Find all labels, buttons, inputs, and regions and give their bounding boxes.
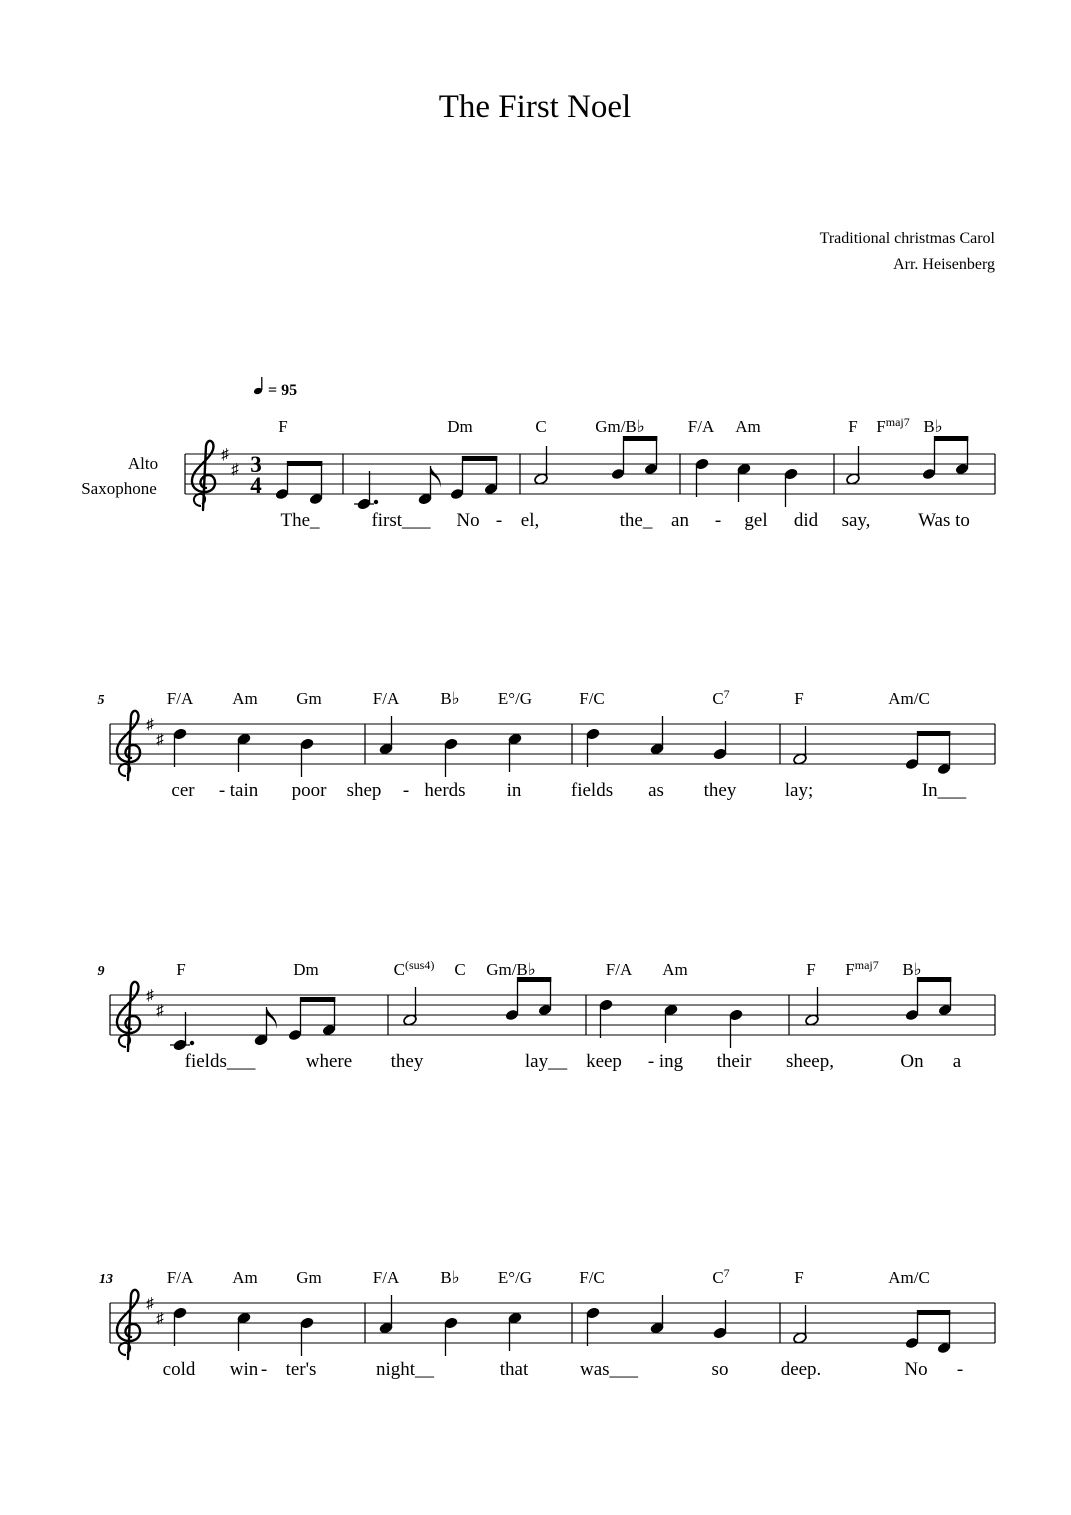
lyric-syllable: cold [162, 1359, 196, 1380]
lyric-syllable: - [714, 510, 722, 531]
sharp-icon: ♯ [221, 447, 229, 463]
lyric-syllable: they [703, 780, 737, 801]
lyric-syllable: they [390, 1051, 424, 1072]
lyric-syllable: so [711, 1359, 729, 1380]
chord-symbol: F [794, 689, 804, 708]
tempo-value: = 95 [268, 382, 298, 399]
eighth-flag [431, 466, 441, 488]
treble-clef-icon [117, 982, 140, 1051]
lyric-syllable: in [506, 780, 522, 801]
lyric-syllable: - [495, 510, 503, 531]
time-signature-top: 3 [250, 452, 262, 477]
lyric-syllable: lay__ [524, 1051, 568, 1072]
beam [462, 456, 497, 461]
chord-symbol: Am [232, 1268, 258, 1287]
chord-symbol: C [535, 417, 547, 436]
beam [917, 977, 951, 982]
lyric-syllable: the_ [619, 510, 653, 531]
lyric-syllable: ter's [285, 1359, 317, 1380]
chord-symbol: Gm [296, 689, 322, 708]
lyric-syllable: first___ [371, 510, 431, 531]
staff-system [98, 958, 996, 1072]
chord-symbol: F/C [579, 689, 605, 708]
lyric-syllable: Was to [918, 510, 970, 531]
chord-symbol: Am/C [888, 689, 930, 708]
lyric-syllable: - [956, 1359, 964, 1380]
chord-symbol: Dm [293, 960, 319, 979]
lyric-syllable: herds [424, 780, 466, 801]
lyric-syllable: tain [229, 780, 259, 801]
beam [287, 461, 322, 466]
beam [917, 1310, 950, 1315]
sharp-icon: ♯ [156, 1311, 164, 1327]
staff-system [185, 415, 995, 531]
lyric-syllable: as [648, 780, 664, 801]
tempo-marking [253, 377, 297, 399]
chord-symbol: F [806, 960, 816, 979]
lyric-syllable: ing [658, 1051, 684, 1072]
staff-system [99, 1266, 995, 1380]
sharp-icon: ♯ [146, 717, 154, 733]
lyric-syllable: a [952, 1051, 962, 1072]
chord-symbol: F/A [687, 417, 715, 436]
chord-symbol: B♭ [902, 960, 922, 979]
chord-symbol: F/A [372, 689, 400, 708]
beam [917, 731, 950, 736]
chord-symbol: F/A [166, 1268, 194, 1287]
chord-symbol: F/A [166, 689, 194, 708]
chord-symbol: F/A [605, 960, 633, 979]
chord-symbol: F [794, 1268, 804, 1287]
chord-symbol: B♭ [923, 417, 943, 436]
lyric-syllable: The_ [280, 510, 320, 531]
time-signature-bottom: 4 [250, 473, 262, 498]
lyric-syllable: cer [171, 780, 195, 801]
chord-symbol: $F^{maj7}$ [845, 958, 879, 979]
chord-symbol: B♭ [440, 1268, 460, 1287]
score-title: The First Noel [438, 89, 632, 125]
lyric-syllable: keep [586, 1051, 622, 1072]
lyric-syllable: deep. [780, 1359, 822, 1380]
lyric-syllable: that [499, 1359, 529, 1380]
lyric-syllable: fields___ [184, 1051, 256, 1072]
lyric-syllable: did [793, 510, 819, 531]
sharp-icon: ♯ [146, 988, 154, 1004]
eighth-flag [267, 1007, 277, 1029]
chord-symbol: F [176, 960, 186, 979]
lyric-syllable: el, [520, 510, 540, 531]
chord-symbol: Am/C [888, 1268, 930, 1287]
lyric-syllable: was___ [579, 1359, 639, 1380]
arranger-credit: Arr. Heisenberg [893, 256, 995, 273]
lyric-syllable: win [229, 1359, 259, 1380]
beam [934, 436, 968, 441]
sharp-icon: ♯ [231, 462, 239, 478]
chord-symbol: F [848, 417, 858, 436]
lyric-syllable: gel [744, 510, 768, 531]
chord-symbol: Gm/B♭ [595, 417, 645, 436]
treble-clef-icon [192, 441, 215, 510]
lyric-syllable: No [456, 510, 480, 531]
dot [374, 500, 378, 504]
beam [623, 436, 657, 441]
measure-number: 5 [97, 693, 105, 708]
chord-symbol: Am [735, 417, 761, 436]
chord-symbol: C [454, 960, 466, 979]
lyric-syllable: On [900, 1051, 924, 1072]
chord-symbol: E°/G [497, 1268, 533, 1287]
chord-symbol: Am [232, 689, 258, 708]
treble-clef-icon [117, 711, 140, 780]
lyric-syllable: - [647, 1051, 655, 1072]
chord-symbol: Gm/B♭ [486, 960, 536, 979]
treble-clef-icon [117, 1290, 140, 1359]
chord-symbol: Gm [296, 1268, 322, 1287]
chord-symbol: F [278, 417, 288, 436]
chord-symbol: $C^7$ [712, 1266, 730, 1287]
lyric-syllable: where [305, 1051, 353, 1072]
instrument-name-line1: Alto [127, 454, 159, 473]
lyric-syllable: their [716, 1051, 752, 1072]
lyric-syllable: fields [570, 780, 614, 801]
chord-symbol: $C^{(sus4)}$ [393, 958, 435, 979]
chord-symbol: $C^7$ [712, 687, 730, 708]
lyric-syllable: In___ [921, 780, 967, 801]
lyric-syllable: - [218, 780, 226, 801]
sharp-icon: ♯ [156, 1003, 164, 1019]
sharp-icon: ♯ [156, 732, 164, 748]
chord-symbol: F/C [579, 1268, 605, 1287]
lyric-syllable: No [904, 1359, 928, 1380]
dot [190, 1041, 194, 1045]
chord-symbol: B♭ [440, 689, 460, 708]
instrument-name-line2: Saxophone [81, 479, 157, 498]
lyric-syllable: sheep, [785, 1051, 835, 1072]
chord-symbol: Am [662, 960, 688, 979]
staff-system [98, 687, 996, 801]
chord-symbol: F/A [372, 1268, 400, 1287]
lyric-syllable: - [402, 780, 410, 801]
lyric-syllable: lay; [784, 780, 814, 801]
chord-symbol: $F^{maj7}$ [876, 415, 910, 436]
lyric-syllable: night__ [375, 1359, 435, 1380]
beam [300, 997, 335, 1002]
measure-number: 13 [99, 1272, 113, 1287]
lyric-syllable: shep [346, 780, 382, 801]
measure-number: 9 [97, 964, 105, 979]
sharp-icon: ♯ [146, 1296, 154, 1312]
composer-credit: Traditional christmas Carol [819, 230, 995, 247]
lyric-syllable: an [671, 510, 689, 531]
chord-symbol: E°/G [497, 689, 533, 708]
chord-symbol: Dm [447, 417, 473, 436]
lyric-syllable: say, [841, 510, 871, 531]
lyric-syllable: poor [291, 780, 327, 801]
lyric-syllable: - [260, 1359, 268, 1380]
